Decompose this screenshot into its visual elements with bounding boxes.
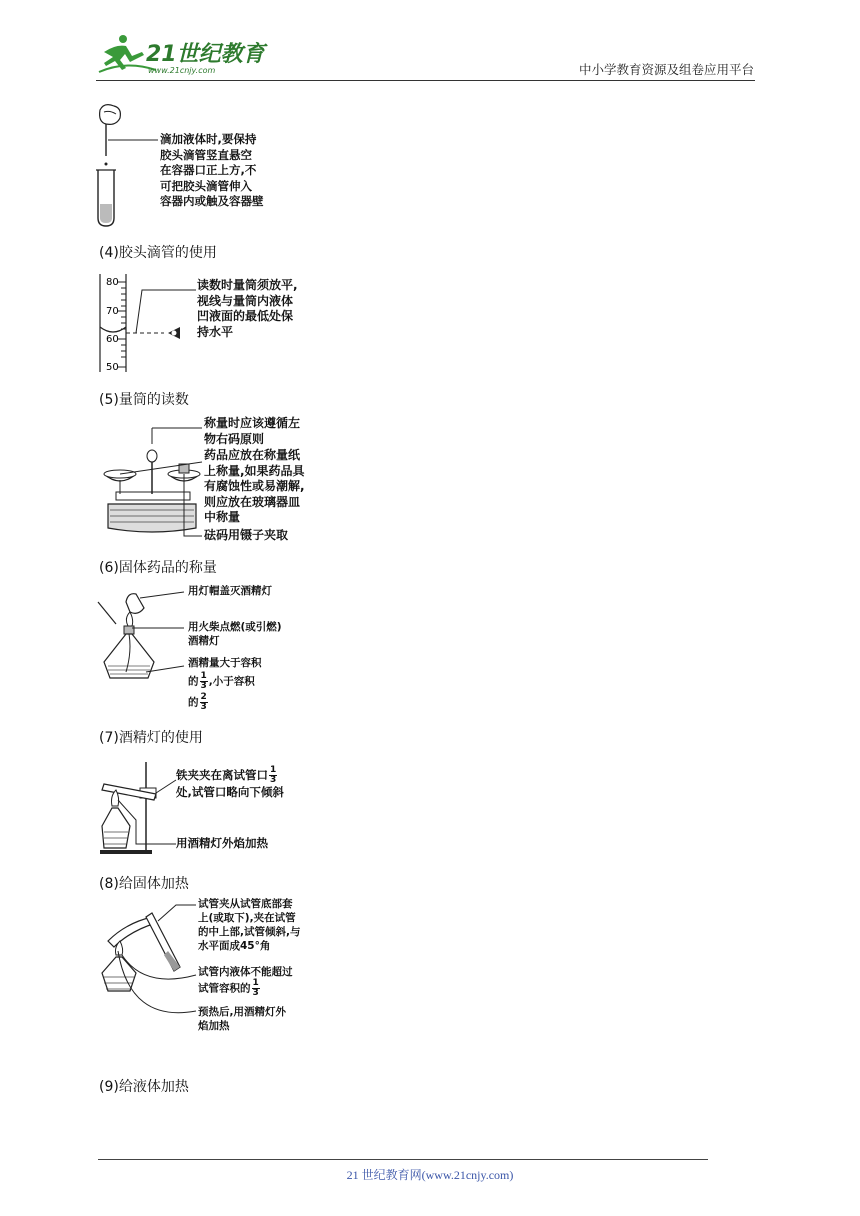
logo-mark: 21世纪教育: [146, 42, 265, 67]
eye-icon: [168, 327, 180, 339]
caption-solid-heat: (8)给固体加热: [99, 876, 189, 892]
caption-cylinder: (5)量筒的读数: [99, 392, 189, 408]
footer-divider: [98, 1159, 708, 1160]
site-logo: [96, 30, 266, 80]
solid-heat-label-clamp: 铁夹夹在离试管口 $\frac{1}{3}$ 处,试管口略向下倾斜: [176, 765, 284, 799]
dropper-figure: [96, 100, 336, 230]
header-platform-name: 中小学教育资源及组卷应用平台: [578, 62, 754, 77]
liquid-heat-figure: [96, 895, 336, 1037]
fraction-one-third: $\frac{1}{3}$: [270, 765, 277, 785]
header-divider: [96, 80, 755, 81]
lamp-label-cap: 用灯帽盖灭酒精灯: [188, 585, 272, 597]
liquid-heat-label-volume: 试管内液体不能超过 试管容积的 $\frac{1}{3}$: [198, 966, 293, 998]
dropper-label: 滴加液体时,要保持 胶头滴管竖直悬空 在容器口正上方,不 可把胶头滴管伸入 容器内或触及容器壁: [160, 132, 264, 208]
footer-link[interactable]: 21 世纪教育网(www.21cnjy.com): [346, 1168, 514, 1182]
fraction-two-thirds: $\frac{2}{3}$: [200, 692, 207, 712]
tick-50: 50: [106, 362, 119, 373]
fraction-one-third: $\frac{1}{3}$: [252, 978, 259, 998]
cylinder-illustration: [96, 272, 196, 374]
lamp-label-light: 用火柴点燃(或引燃) 酒精灯: [188, 621, 282, 647]
balance-label-left-right: 称量时应该遵循左 物右码原则: [204, 416, 301, 446]
lamp-label-volume: 酒精量大于容积 的 $\frac{1}{3}$ ,小于容积 的 $\frac{2}{3}$: [188, 657, 262, 712]
caption-balance: (6)固体药品的称量: [99, 560, 217, 576]
liquid-heat-illustration: [96, 895, 196, 1037]
balance-label-weighing-paper: 药品应放在称量纸 上称量,如果药品具 有腐蚀性或易潮解, 则应放在玻璃器皿 中称量: [204, 448, 305, 524]
tick-60: 60: [106, 334, 119, 345]
fraction-one-third: $\frac{1}{3}$: [200, 671, 207, 691]
tick-80: 80: [106, 277, 119, 288]
liquid-heat-label-holder: 试管夹从试管底部套 上(或取下),夹在试管 的中上部,试管倾斜,与 水平面成45°角: [198, 898, 301, 952]
caption-dropper: (4)胶头滴管的使用: [99, 245, 217, 261]
solid-heat-label-flame: 用酒精灯外焰加热: [176, 836, 268, 850]
solid-heat-illustration: [96, 760, 176, 860]
lamp-figure: [96, 582, 336, 716]
caption-lamp: (7)酒精灯的使用: [99, 730, 203, 746]
cylinder-figure: [96, 272, 336, 374]
balance-figure: [96, 414, 336, 546]
balance-illustration: [96, 414, 206, 546]
tick-70: 70: [106, 306, 119, 317]
balance-label-tweezers: 砝码用镊子夹取: [204, 528, 289, 542]
solid-heat-figure: [96, 760, 336, 860]
logo-url: www.21cnjy.com: [148, 66, 216, 75]
liquid-heat-label-preheat: 预热后,用酒精灯外 焰加热: [198, 1006, 286, 1032]
cylinder-label: 读数时量筒须放平, 视线与量筒内液体 凹液面的最低处保 持水平: [197, 278, 298, 339]
lamp-illustration: [96, 582, 191, 716]
caption-liquid-heat: (9)给液体加热: [99, 1079, 189, 1095]
